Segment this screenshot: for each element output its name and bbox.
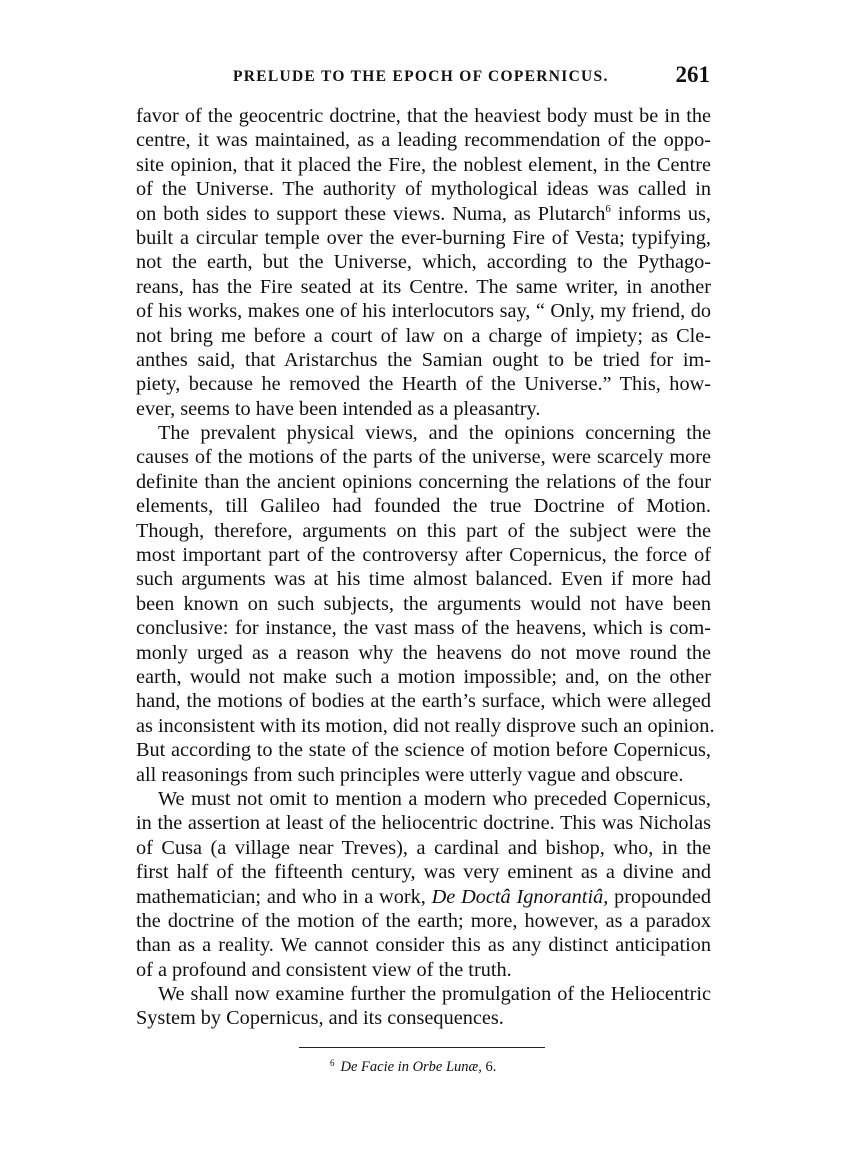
text-line: causes of the motions of the parts of the universe, were scarcely more	[136, 446, 711, 469]
page-header	[136, 64, 710, 94]
paragraph-4	[136, 982, 711, 1031]
text-line: all reasonings from such principles were utterly vague and obscure.	[136, 763, 684, 786]
paragraph-1	[136, 104, 711, 421]
text-line: centre, it was maintained, as a leading recommendation of the oppo-	[136, 129, 711, 152]
paragraph-2	[136, 421, 715, 787]
text-line: The prevalent physical views, and the opinions concerning the	[158, 422, 711, 445]
text-line: not bring me before a court of law on a charge of impiety; as Cle-	[136, 324, 711, 347]
footnote-locator: 6.	[481, 1059, 497, 1075]
work-title: De Doctâ Ignorantiâ,	[431, 885, 609, 908]
text-line: elements, till Galileo had founded the true Doctrine of Motion.	[136, 495, 711, 518]
footnote-divider	[299, 1047, 545, 1048]
text-line: most important part of the controversy after Copernicus, the force of	[136, 544, 711, 567]
text-line: favor of the geocentric doctrine, that the heaviest body must be in the	[136, 105, 711, 127]
text-line	[136, 885, 711, 909]
text-line-start: on both sides to support these views. Numa, as Plutarch	[136, 202, 606, 225]
footnote-reference: 6	[605, 202, 611, 215]
text-line-end: propounded	[608, 885, 711, 908]
footnote-marker: 6	[330, 1058, 335, 1068]
footnote-source-title: De Facie in Orbe Lunæ,	[340, 1059, 482, 1075]
text-line: System by Copernicus, and its consequences.	[136, 1007, 504, 1030]
text-line: reans, has the Fire seated at its Centre. The same writer, in another	[136, 275, 711, 298]
text-line: hand, the motions of bodies at the earth’s surface, which were alleged	[136, 690, 711, 713]
text-line: But according to the state of the science of motion before Copernicus,	[136, 739, 711, 762]
running-title: PRELUDE TO THE EPOCH OF COPERNICUS.	[233, 68, 609, 85]
text-line: definite than the ancient opinions concerning the relations of the four	[136, 470, 711, 493]
page-number: 261	[675, 62, 710, 87]
text-line: than as a reality. We cannot consider this as any distinct anticipation	[136, 934, 711, 957]
text-line: of Cusa (a village near Treves), a cardinal and bishop, who, in the	[136, 836, 711, 859]
text-line: We must not omit to mention a modern who preceded Copernicus,	[158, 787, 711, 810]
text-line: Though, therefore, arguments on this part of the subject were the	[136, 519, 711, 542]
text-line: earth, would not make such a motion impossible; and, on the other	[136, 665, 711, 688]
text-line: site opinion, that it placed the Fire, the noblest element, in the Centre	[136, 153, 711, 176]
text-line-end: informs us,	[610, 202, 711, 225]
text-line	[136, 202, 711, 226]
text-line: piety, because he removed the Hearth of the Universe.” This, how-	[136, 373, 711, 396]
text-line: been known on such subjects, the arguments would not have been	[136, 592, 711, 615]
text-line: first half of the fifteenth century, was very eminent as a divine and	[136, 861, 711, 884]
text-line: anthes said, that Aristarchus the Samian ought to be tried for im-	[136, 348, 711, 371]
text-line: conclusive: for instance, the vast mass of the heavens, which is com-	[136, 617, 711, 640]
text-line: as inconsistent with its motion, did not really disprove such an opinion.	[136, 714, 715, 737]
text-line: of the Universe. The authority of mythological ideas was called in	[136, 178, 711, 201]
text-line: such arguments was at his time almost balanced. Even if more had	[136, 568, 711, 591]
text-line: built a circular temple over the ever-burning Fire of Vesta; typifying,	[136, 226, 711, 249]
text-line: the doctrine of the motion of the earth; more, however, as a paradox	[136, 909, 711, 932]
paragraph-3	[136, 787, 711, 982]
body-text	[136, 104, 715, 1031]
footnote	[330, 1058, 496, 1076]
text-line: in the assertion at least of the heliocentric doctrine. This was Nicholas	[136, 812, 711, 835]
text-line: ever, seems to have been intended as a pleasantry.	[136, 397, 541, 420]
text-line: monly urged as a reason why the heavens do not move round the	[136, 641, 711, 664]
text-line: of a profound and consistent view of the truth.	[136, 958, 512, 981]
text-line: of his works, makes one of his interlocutors say, “ Only, my friend, do	[136, 300, 711, 323]
text-line-start: mathematician; and who in a work,	[136, 885, 432, 908]
text-line: not the earth, but the Universe, which, according to the Pythago-	[136, 251, 711, 274]
text-line: We shall now examine further the promulgation of the Heliocentric	[158, 983, 711, 1006]
